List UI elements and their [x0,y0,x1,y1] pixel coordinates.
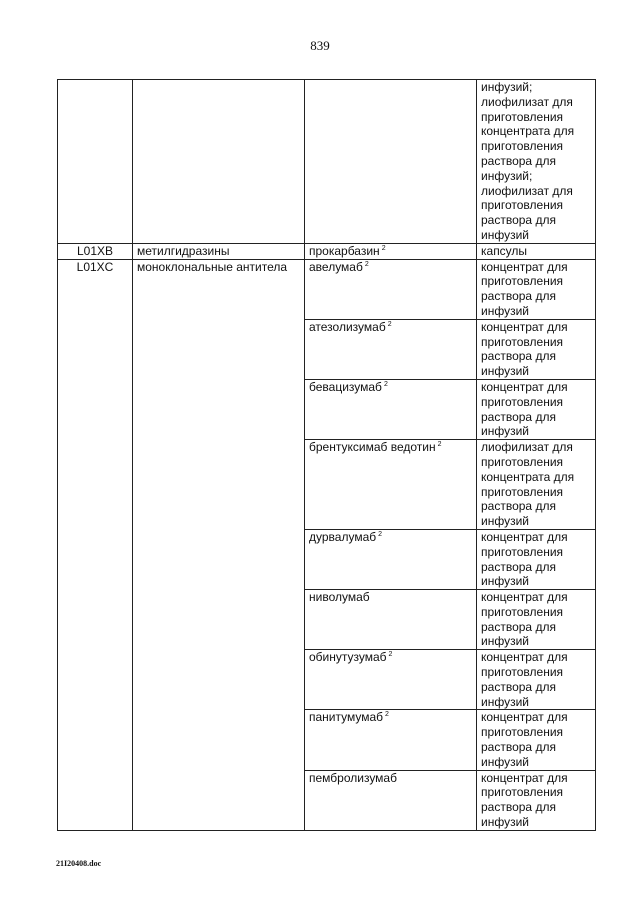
dosage-form-line: концентрата для [481,469,575,484]
dosage-form-line: раствора для [481,679,556,694]
dosage-form-line: концентрат для [481,770,568,785]
footnote-mark: 2 [387,320,392,328]
dosage-form-line: приготовления [481,665,564,680]
dosage-form-line: раствора для [481,800,556,815]
dosage-form-line: приготовления [481,544,564,559]
drug-name-cell [305,529,477,589]
footnote-mark: 2 [364,260,369,268]
drug-name: прокарбазин [309,243,380,258]
footnote-mark: 2 [381,244,386,252]
drug-name: бевацизумаб [309,379,382,394]
dosage-form-line: раствора для [481,559,556,574]
dosage-form-line: приготовления [481,198,564,213]
dosage-form-line: раствора для [481,740,556,755]
group-cell [133,80,305,244]
dosage-form-line: инфузий [481,815,529,830]
dosage-form-cell [477,80,596,244]
drug-table [57,79,595,831]
footnote-mark: 2 [388,651,393,659]
drug-name-cell [305,710,477,770]
code-cell [58,80,133,244]
dosage-form-line: инфузий [481,754,529,769]
dosage-form-line: концентрата для [481,124,575,139]
dosage-form: капсулы [477,243,596,259]
dosage-form [477,529,596,589]
dosage-form-line: лиофилизат для [481,440,573,455]
drug-name: пембролизумаб [309,770,397,785]
dosage-form-line: приготовления [481,484,564,499]
dosage-form-line: концентрат для [481,590,568,605]
footnote-mark: 2 [385,711,389,719]
table-row [58,80,596,244]
dosage-form-line: инфузий [481,364,529,379]
dosage-form [477,590,596,650]
pharmacological-group: метилгидразины [133,243,305,259]
dosage-form-line: приготовления [481,725,564,740]
dosage-form [477,770,596,830]
dosage-form-line: раствора для [481,349,556,364]
drug-name: авелумаб [309,259,363,274]
dosage-form [477,440,596,530]
dosage-form-line: приготовления [481,785,564,800]
drug-name-cell [305,259,477,319]
dosage-form-line: инфузий [481,514,529,529]
dosage-form-line: концентрат для [481,650,568,665]
dosage-form-line: приготовления [481,604,564,619]
table-row [58,243,596,259]
footnote-mark: 2 [378,530,383,538]
dosage-form-line: инфузий [481,424,529,439]
drug-name-cell [305,590,477,650]
dosage-form-line: приготовления [481,454,564,469]
drug-name-cell [305,319,477,379]
dosage-form-line: концентрат для [481,259,568,274]
dosage-form-line: инфузий; [481,80,533,94]
table-row [58,259,596,319]
drug-name-cell [305,770,477,830]
dosage-form-line: инфузий [481,574,529,589]
dosage-form-line: лиофилизат для [481,183,573,198]
dosage-form-line: раствора для [481,153,556,168]
dosage-form-line: раствора для [481,619,556,634]
pharmacological-group: моноклональные антитела [133,259,305,830]
dosage-form-line: инфузий; [481,168,533,183]
drug-name-cell [305,650,477,710]
dosage-form [477,319,596,379]
dosage-form [477,710,596,770]
dosage-form [477,650,596,710]
dosage-form-line: лиофилизат для [481,94,573,109]
drug-name-cell [305,440,477,530]
dosage-form-line: раствора для [481,499,556,514]
dosage-form-line: инфузий [481,227,529,242]
dosage-form-line: инфузий [481,634,529,649]
dosage-form-line: концентрат для [481,319,568,334]
dosage-form-line: приготовления [481,334,564,349]
footnote-mark: 2 [383,380,388,388]
drug-name: брентуксимаб ведотин [309,440,436,455]
dosage-form-line: приготовления [481,139,564,154]
drug-name-cell [305,80,477,244]
dosage-form-line: концентрат для [481,529,568,544]
footnote-mark: 2 [437,441,442,449]
dosage-form-line: раствора для [481,409,556,424]
drug-name-cell [305,379,477,439]
page-number: 839 [310,38,330,53]
dosage-form [477,379,596,439]
dosage-form-line: раствора для [481,213,556,228]
dosage-form-line: раствора для [481,289,556,304]
drug-name: обинутузумаб [309,650,387,665]
atc-code: L01XC [58,259,133,830]
dosage-form-line: инфузий [481,694,529,709]
drug-name: дурвалумаб [309,529,377,544]
drug-name-cell [305,243,477,259]
drug-name: ниволумаб [309,590,370,605]
dosage-form-line: концентрат для [481,379,568,394]
dosage-form-line: приготовления [481,274,564,289]
dosage-form-line: приготовления [481,394,564,409]
dosage-form-line: приготовления [481,109,564,124]
dosage-form-line: инфузий [481,303,529,318]
dosage-form-line: концентрат для [481,710,568,725]
dosage-form [477,259,596,319]
drug-name: атезолизумаб [309,319,386,334]
drug-name: панитумумаб [309,710,384,725]
document-filename: 21I20408.doc [56,859,102,868]
atc-code: L01XB [58,243,133,259]
